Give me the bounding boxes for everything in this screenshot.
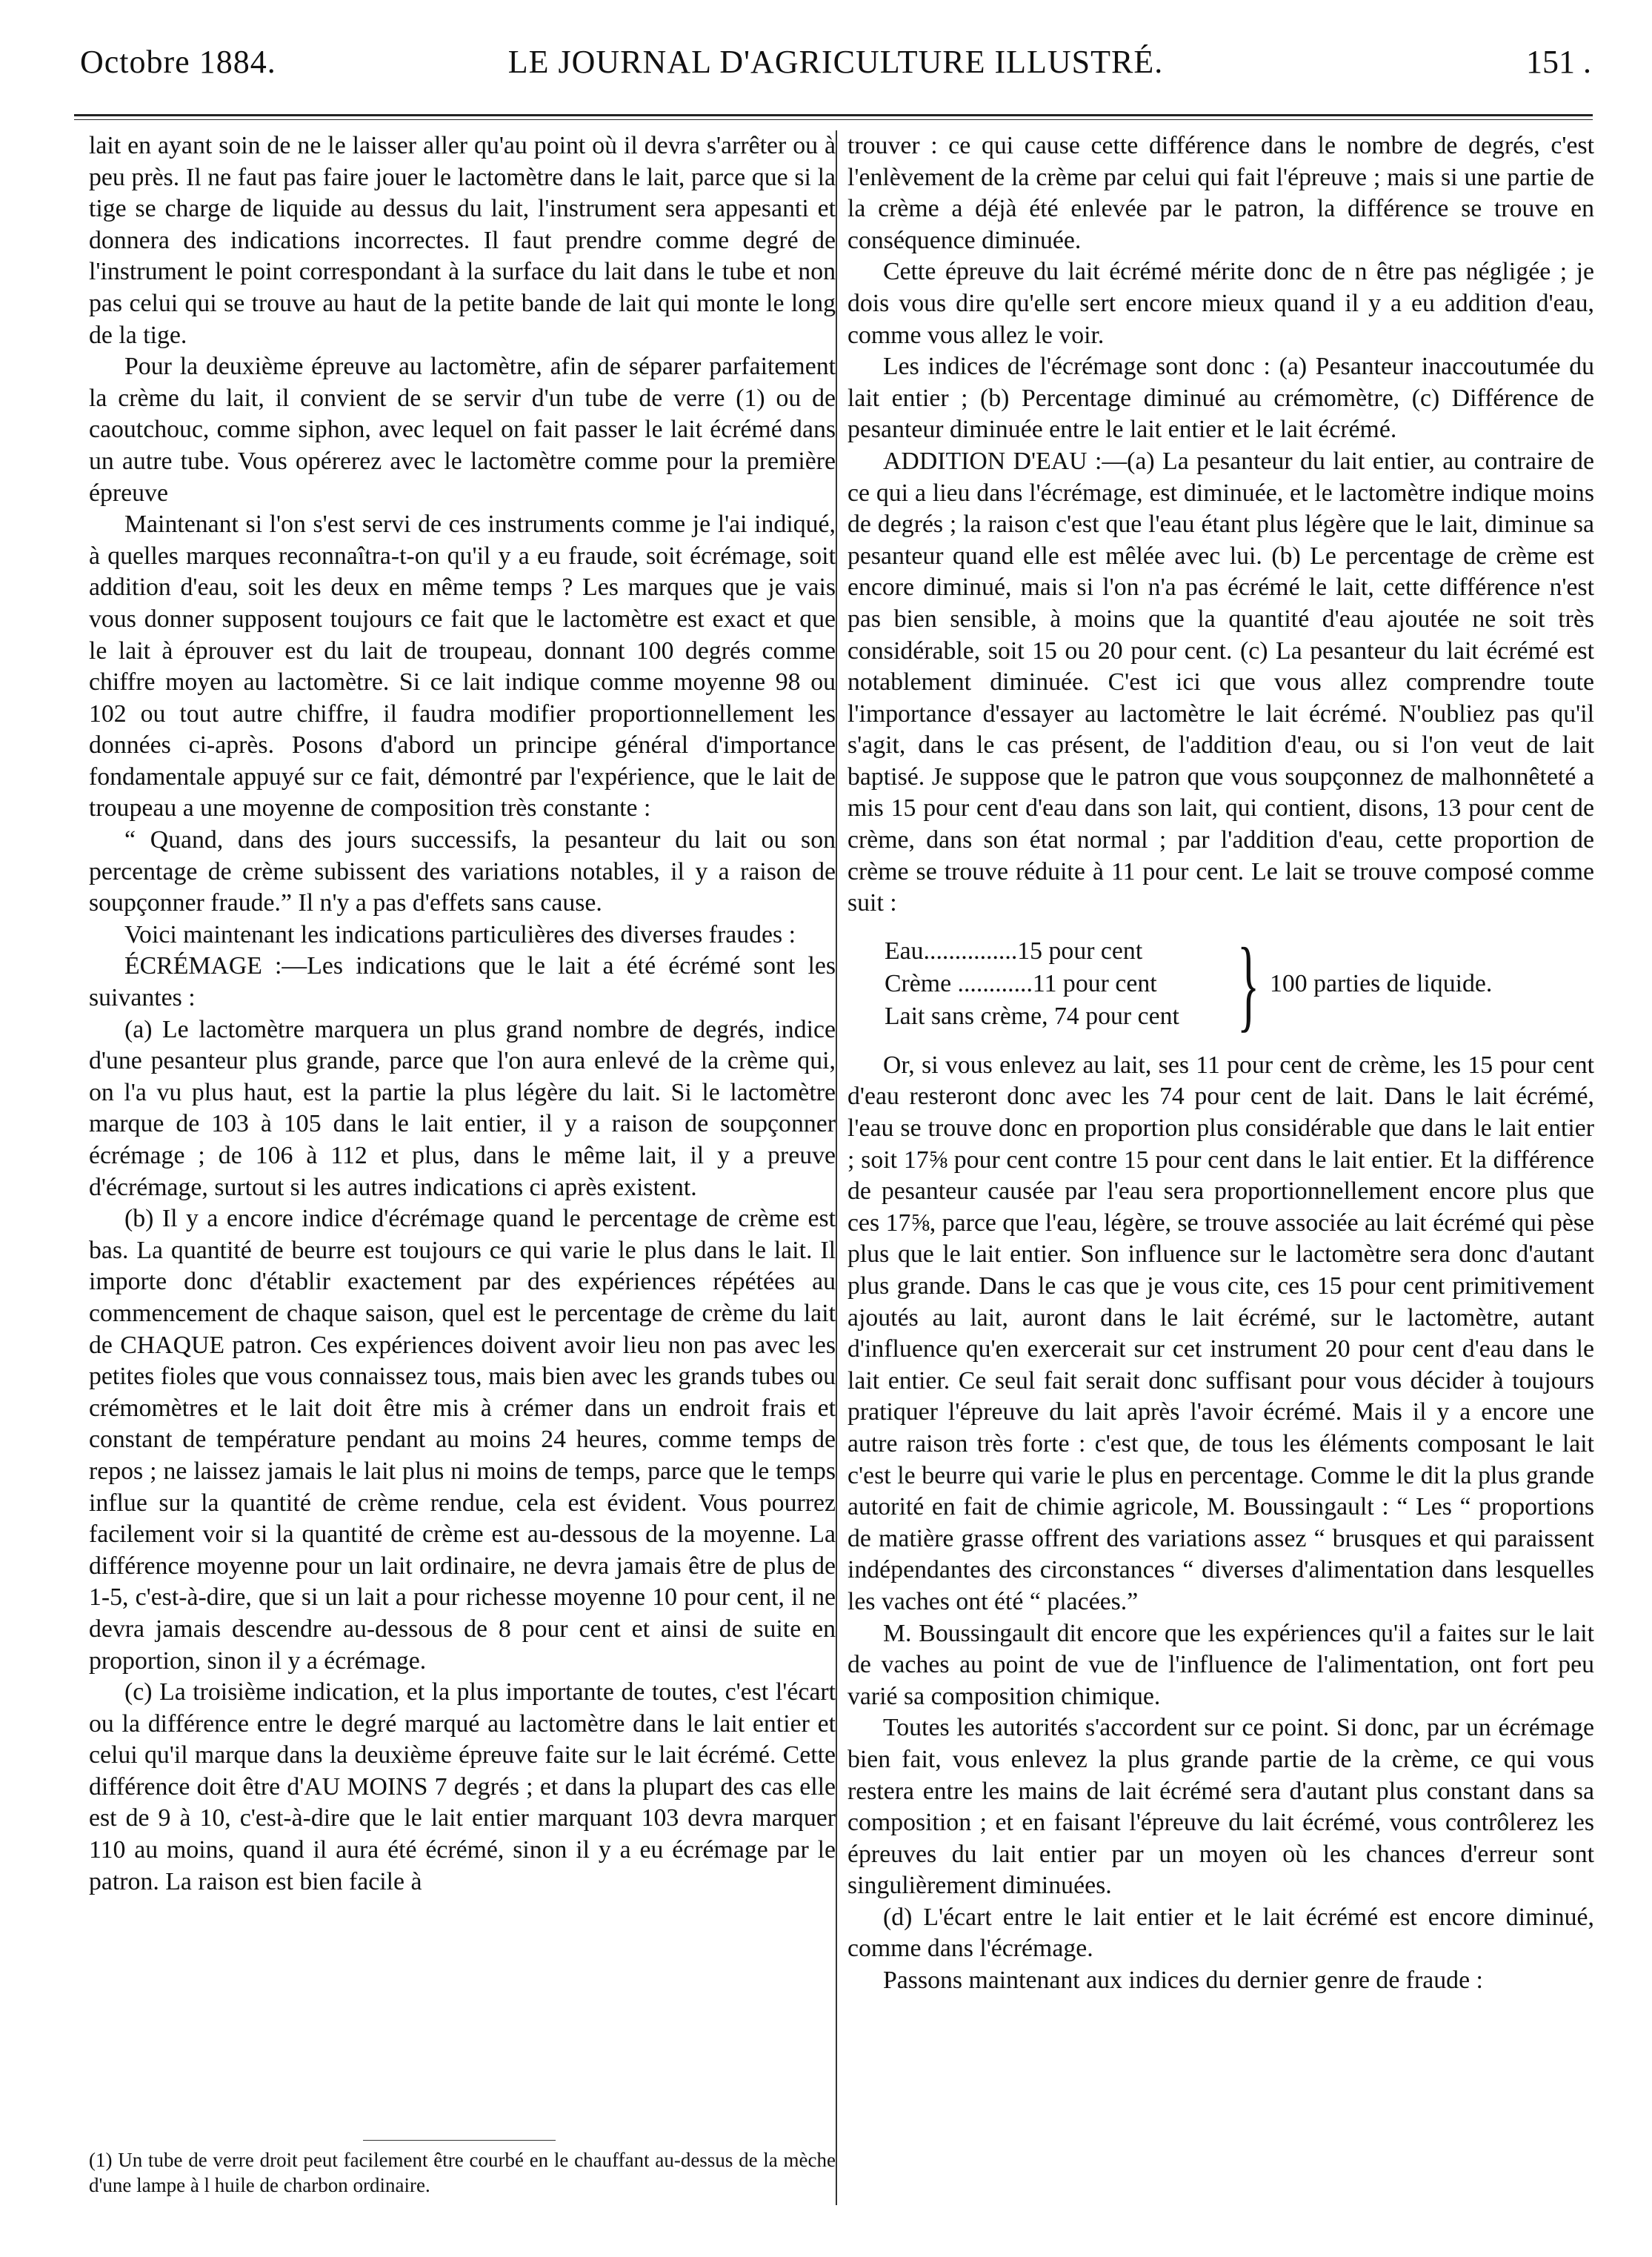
paragraph: Maintenant si l'on s'est servi de ces instruments comme je l'ai indiqué, à quelles marques reconnaîtra-t-on qu'il y a eu fraude, soit écrémage, soit addition d'eau, soit les deux en même temps ? Les marques que je vais vous donner supposent toujours ce fait que le lactomètre est exact et que le lait à éprouver est du lait de troupeau, donnant 100 degrés comme chiffre moyen au lactomètre. Si ce lait indique comme moyenne 98 ou 102 ou tout autre chiffre, il faudra modifier proportionnellement les données ci-après. Posons d'abord un principe général d'importance fondamentale appuyé sur ce fait, démontré par l'expérience, que le lait de troupeau a une moyenne de composition très constante : xyxy=(89,511,836,822)
paragraph: Pour la deuxième épreuve au lactomètre, afin de séparer parfaitement la crème du lait, il convient de se servir d'un tube de verre (1) ou de caoutchouc, comme siphon, avec lequel on fait passer le lait écrémé dans un autre tube. Vous opérerez avec le lactomètre comme pour la première épreuve xyxy=(89,353,836,507)
composition-table xyxy=(885,926,1594,1042)
page-header xyxy=(80,0,1591,104)
paragraph: Les indices de l'écrémage sont donc : (a) Pesanteur inaccoutumée du lait entier ; (b) Percentage diminué au crémomètre, (c) Différence de pesanteur diminuée entre le lait entier et le lait écrémé. xyxy=(847,353,1594,444)
paragraph: Toutes les autorités s'accordent sur ce point. Si donc, par un écrémage bien fait, vous enlevez la plus grande partie de la crème, ce qui vous restera entre les mains de lait écrémé sera d'autant plus constant dans sa composition ; et en faisant l'épreuve du lait écrémé, vous contrôlerez les épreuves du lait entier par un moyen où les chances d'erreur sont singulièrement diminuées. xyxy=(847,1714,1594,1900)
paragraph: (d) L'écart entre le lait entier et le lait écrémé est encore diminué, comme dans l'écrémage. xyxy=(847,1903,1594,1963)
paragraph: Cette épreuve du lait écrémé mérite donc de n être pas négligée ; je dois vous dire qu'elle sert encore mieux quand il y a eu addition d'eau, comme vous allez le voir. xyxy=(847,258,1594,349)
header-rule xyxy=(74,114,1593,116)
section-ecremage: ÉCRÉMAGE :—Les indications que le lait a été écrémé sont les suivantes : xyxy=(89,952,836,1012)
header-date: Octobre 1884. xyxy=(80,44,276,80)
paragraph: trouver : ce qui cause cette différence dans le nombre de degrés, c'est l'enlèvement de la crème par celui qui fait l'épreuve ; mais si une partie de la crème a déjà été enlevée par le patron, la différence se trouve en conséquence diminuée. xyxy=(847,132,1594,254)
footnote-rule xyxy=(363,2140,556,2141)
header-rule-thin xyxy=(74,119,1593,120)
composition-row-creme: Crème ............11 pour cent xyxy=(885,969,1157,997)
paragraph: “ Quand, dans des jours successifs, la pesanteur du lait ou son percentage de crème subissent des variations notables, il y a raison de soupçonner fraude.” Il n'y a pas d'effets sans cause. xyxy=(89,826,836,917)
paragraph: M. Boussingault dit encore que les expériences qu'il a faites sur le lait de vaches au point de vue de l'influence de l'alimentation, ont fort peu varié sa composition chimique. xyxy=(847,1619,1594,1710)
composition-brace: } xyxy=(1237,926,1260,1042)
composition-row-lait: Lait sans crème, 74 pour cent xyxy=(885,1002,1179,1030)
paragraph: Or, si vous enlevez au lait, ses 11 pour cent de crème, les 15 pour cent d'eau resteront donc avec les 74 pour cent de lait. Dans le lait écrémé, l'eau se trouve donc en proportion plus considérable que dans le lait entier ; soit 17⅝ pour cent contre 15 pour cent dans le lait entier. Et la différence de pesanteur causée par l'eau sera proportionnellement encore plus que ces 17⅝, parce que l'eau, légère, se trouve associée au lait écrémé qui pèse plus que le lait entier. Son influence sur le lactomètre sera donc d'autant plus grande. Dans le cas que je vous cite, ces 15 pour cent primitivement ajoutés au lait, auront dans le lait écrémé, sur le lactomètre, autant d'influence qu'en exercerait sur cet instrument 20 pour cent d'eau dans le lait entier. Ce seul fait serait donc suffisant pour vous décider à toujours pratiquer l'épreuve du lait après l'avoir écrémé. Mais il y a encore une autre raison très forte : c'est que, de tous les éléments composant le lait c'est le beurre qui varie le plus en percentage. Comme le dit la plus grande autorité en fait de chimie agricole, M. Boussingault : “ Les “ proportions de matière grasse offrent des variations assez “ brusques et qui paraissent indépendantes des circonstances “ diverses d'alimentation dans lesquelles les vaches ont été “ placées.” xyxy=(847,1051,1594,1615)
composition-row-eau: Eau...............15 pour cent xyxy=(885,937,1143,965)
paragraph: lait en ayant soin de ne le laisser aller qu'au point où il devra s'arrêter ou à peu près. Il ne faut pas faire jouer le lactomètre dans le lait, parce que si la tige se charge de liquide au dessus du lait, l'instrument sera appesanti et donnera des indications incorrectes. Il faut prendre comme degré de l'instrument le point correspondant à la surface du lait dans le tube et non pas celui qui se trouve au haut de la petite bande de lait qui monte le long de la tige. xyxy=(89,132,836,349)
paragraph: (a) Le lactomètre marquera un plus grand nombre de degrés, indice d'une pesanteur plus grande, parce que l'on aura enlevé de la crème qui, on l'a vu plus haut, est la partie la plus légère du lait. Si le lactomètre marque de 103 à 105 dans le lait entier, il y a raison de soupçonner écrémage ; de 106 à 112 et plus, dans le même lait, il y a preuve d'écrémage, surtout si les autres indications ci après existent. xyxy=(89,1015,836,1201)
left-column xyxy=(89,130,836,2213)
column-divider xyxy=(836,130,837,2205)
header-page-number: 151 . xyxy=(1526,44,1591,80)
footnote: (1) Un tube de verre droit peut facilement être courbé en le chauffant au-dessus de la mèche d'une lampe à l huile de charbon ordinaire. xyxy=(89,2149,836,2196)
composition-total: 100 parties de liquide. xyxy=(1270,969,1493,997)
paragraph: (c) La troisième indication, et la plus importante de toutes, c'est l'écart ou la différence entre le degré marqué au lactomètre dans le lait entier et celui qu'il marque dans la deuxième épreuve faite sur le lait écrémé. Cette différence doit être d'AU MOINS 7 degrés ; et dans la plupart des cas elle est de 9 à 10, c'est-à-dire que le lait entier marquant 103 devra marquer 110 au moins, quand il aura été écrémé, sinon il y a eu écrémage par le patron. La raison est bien facile à xyxy=(89,1678,836,1895)
section-addition-eau: ADDITION D'EAU :—(a) La pesanteur du lait entier, au contraire de ce qui a lieu dans l'écrémage, est diminuée, et le lactomètre indique moins de degrés ; la raison c'est que l'eau étant plus légère que le lait, diminue sa pesanteur quand elle est mêlée avec lui. (b) Le percentage de crème est encore diminué, mais si l'on n'a pas écrémé le lait, cette différence n'est pas bien sensible, à moins que la quantité d'eau ajoutée ne soit très considérable, soit 15 ou 20 pour cent. (c) La pesanteur du lait écrémé est notablement diminuée. C'est ici que vous allez comprendre toute l'importance d'essayer au lactomètre le lait écrémé. N'oubliez pas qu'il s'agit, dans le cas présent, de l'addition d'eau, ou si l'on veut de lait baptisé. Je suppose que le patron que vous soupçonnez de malhonnêteté a mis 15 pour cent d'eau dans son lait, qui contient, disons, 13 pour cent de crème, dans son état normal ; par l'addition d'eau, cette proportion de crème se trouve réduite à 11 pour cent. Le lait se trouve composé comme suit : xyxy=(847,447,1594,917)
right-column xyxy=(847,130,1594,2213)
paragraph: Passons maintenant aux indices du dernier genre de fraude : xyxy=(883,1967,1483,1995)
header-journal-title: LE JOURNAL D'AGRICULTURE ILLUSTRÉ. xyxy=(507,44,1164,80)
paragraph: Voici maintenant les indications particulières des diverses fraudes : xyxy=(124,920,796,948)
paragraph: (b) Il y a encore indice d'écrémage quand le percentage de crème est bas. La quantité de beurre est toujours ce qui varie le plus dans le lait. Il importe donc d'établir exactement par des expériences répétées au commencement de chaque saison, quel est le percentage de crème du lait de CHAQUE patron. Ces expériences doivent avoir lieu non pas avec les petites fioles que vous connaissez tous, mais bien avec les grands tubes ou crémomètres et le lait doit être mis à crémer dans un endroit frais et constant de température pendant au moins 24 heures, comme temps de repos ; ne laissez jamais le lait plus ni moins de temps, parce que le temps influe sur la quantité de crème rendue, cela est évident. Vous pourrez facilement voir si la quantité de crème est au-dessous de la moyenne. La différence moyenne pour un lait ordinaire, ne devra jamais être de plus de 1-5, c'est-à-dire, que si un lait a pour richesse moyenne 10 pour cent, il ne devra jamais descendre au-dessous de 8 pour cent et ainsi de suite en proportion, sinon il y a écrémage. xyxy=(89,1205,836,1675)
